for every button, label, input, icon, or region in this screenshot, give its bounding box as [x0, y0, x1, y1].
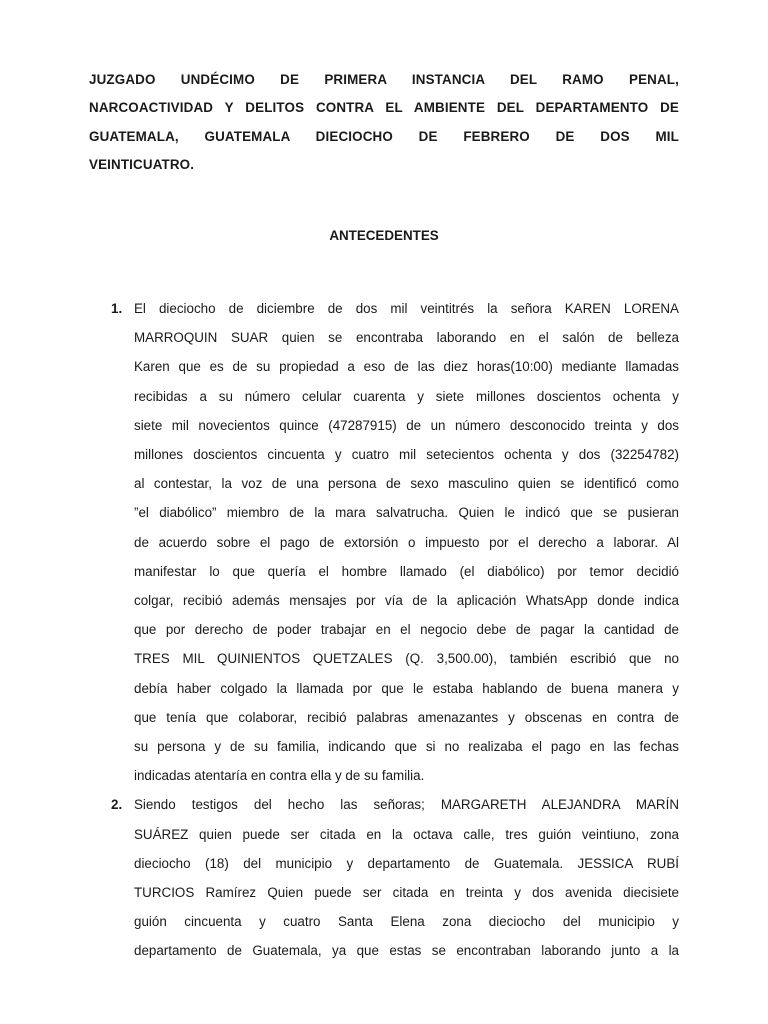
paragraph-line: TURCIOS Ramírez Quien puede ser citada en treinta y dos avenida diecisiete — [134, 885, 679, 901]
paragraph-line: El dieciocho de diciembre de dos mil veintitrés la señora KAREN LORENA — [134, 301, 679, 316]
item-text — [134, 790, 679, 965]
paragraph-line: departamento de Guatemala, ya que estas se encontraban laborando junto a la — [134, 943, 679, 959]
paragraph-line: dieciocho (18) del municipio y departamento de Guatemala. JESSICA RUBÍ — [134, 855, 679, 871]
paragraph-line: siete mil novecientos quince (47287915) de un número desconocido treinta y dos — [134, 417, 679, 433]
paragraph-line: manifestar lo que quería el hombre llamado (el diabólico) por temor decidió — [134, 563, 679, 579]
paragraph-line: de acuerdo sobre el pago de extorsión o impuesto por el derecho a laborar. Al — [134, 534, 679, 550]
paragraph-line: al contestar, la voz de una persona de sexo masculino quien se identificó como — [134, 476, 679, 492]
court-header — [89, 66, 679, 180]
antecedents-list — [0, 294, 768, 966]
paragraph-line: Karen que es de su propiedad a eso de las diez horas(10:00) mediante llamadas — [134, 359, 679, 375]
paragraph-line: ”el diabólico” miembro de la mara salvatrucha. Quien le indicó que se pusieran — [134, 505, 679, 521]
court-header-line: GUATEMALA, GUATEMALA DIECIOCHO DE FEBRERO DE DOS MIL — [89, 128, 679, 144]
paragraph-line: millones doscientos cincuenta y cuatro mil setecientos ochenta y dos (32254782) — [134, 447, 679, 463]
paragraph-line: guión cincuenta y cuatro Santa Elena zona dieciocho del municipio y — [134, 914, 679, 930]
court-header-line: JUZGADO UNDÉCIMO DE PRIMERA INSTANCIA DEL RAMO PENAL, — [89, 72, 679, 87]
court-header-line: VEINTICUATRO. — [89, 157, 195, 173]
paragraph-line: debía haber colgado la llamada por que le estaba hablando de buena manera y — [134, 680, 679, 696]
paragraph-line: su persona y de su familia, indicando que si no realizaba el pago en las fechas — [134, 739, 679, 755]
item-number: 1. — [111, 301, 123, 316]
court-header-line: NARCOACTIVIDAD Y DELITOS CONTRA EL AMBIENTE DEL DEPARTAMENTO DE — [89, 100, 679, 116]
paragraph-line: que por derecho de poder trabajar en el negocio debe de pagar la cantidad de — [134, 622, 679, 638]
paragraph-line: colgar, recibió además mensajes por vía de la aplicación WhatsApp donde indica — [134, 593, 679, 609]
paragraph-line: MARROQUIN SUAR quien se encontraba laborando en el salón de belleza — [134, 330, 679, 346]
list-item — [0, 294, 768, 790]
paragraph-line: que tenía que colaborar, recibió palabras amenazantes y obscenas en contra de — [134, 709, 679, 725]
paragraph-line: recibidas a su número celular cuarenta y siete millones doscientos ochenta y — [134, 388, 679, 404]
item-number: 2. — [111, 797, 123, 813]
section-title: ANTECEDENTES — [329, 228, 439, 243]
paragraph-line: SUÁREZ quien puede ser citada en la octava calle, tres guión veintiuno, zona — [134, 826, 679, 842]
list-item — [0, 790, 768, 965]
paragraph-line: TRES MIL QUINIENTOS QUETZALES (Q. 3,500.00), también escribió que no — [134, 651, 679, 667]
paragraph-line: Siendo testigos del hecho las señoras; MARGARETH ALEJANDRA MARÍN — [134, 797, 679, 813]
item-text — [134, 294, 679, 790]
paragraph-line: indicadas atentaría en contra ella y de su familia. — [134, 768, 425, 784]
